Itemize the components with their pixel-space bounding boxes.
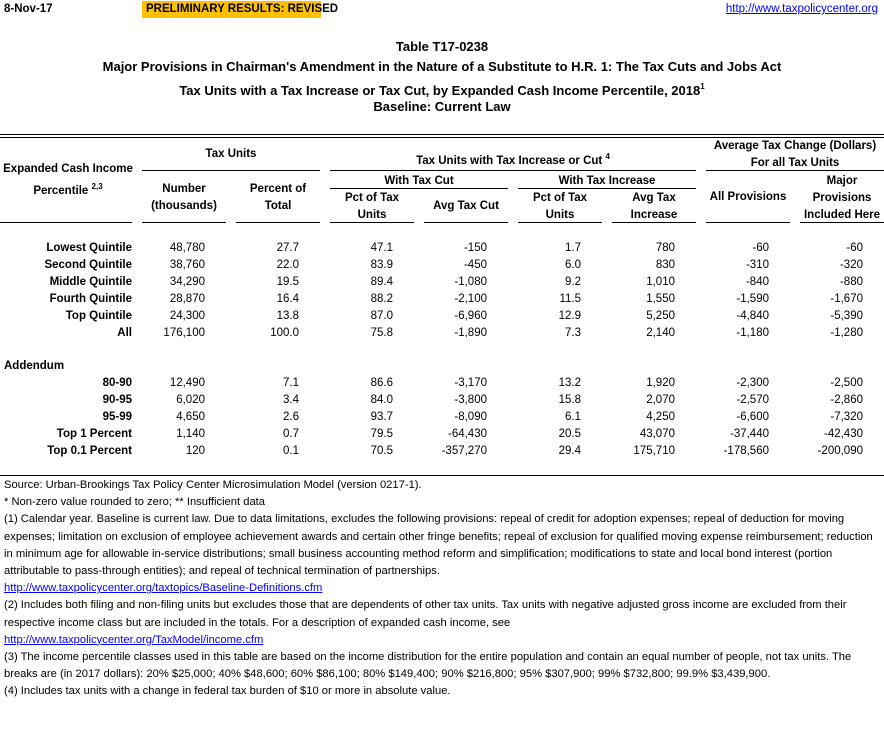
row-label: Top Quintile xyxy=(65,310,132,322)
cell-cut-pct: 79.5 xyxy=(370,428,393,440)
report-date: 8-Nov-17 xyxy=(4,3,53,15)
row-label: Top 1 Percent xyxy=(56,428,132,440)
row-label: Top 0.1 Percent xyxy=(47,445,132,457)
cell-major-provisions: -5,390 xyxy=(830,310,863,322)
cell-all-provisions: -178,560 xyxy=(723,445,769,457)
cell-cut-avg: -2,100 xyxy=(454,293,487,305)
header-avg-tax-change: Average Tax Change (Dollars) For all Tax Units xyxy=(713,140,877,169)
cell-number: 24,300 xyxy=(169,310,205,322)
cell-inc-avg: 175,710 xyxy=(633,445,675,457)
header-with-tax-increase: With Tax Increase xyxy=(558,175,656,187)
header-pct-total: Percent of Total xyxy=(249,183,307,212)
cell-cut-avg: -1,080 xyxy=(454,276,487,288)
cell-major-provisions: -2,500 xyxy=(830,377,863,389)
cell-pct-total: 3.4 xyxy=(283,394,299,406)
footnote-1: (1) Calendar year. Baseline is current law. Due to data limitations, excludes the following provisions: repeal of credit for adoption expenses; repeal of deduction for moving expenses; limitation on exclusion of employee achievement awards and certain other fringe benefits; repeal of exclusion for qualified moving expense reimbursement; reduction in minimum age for allowable in-service distributions; small business accounting method reform and simplification; modifications to state and local bond interest (portion attributable to pass-through entities); and repeal of technical termination of partnerships. xyxy=(4,513,873,578)
table-row xyxy=(0,308,884,325)
header-increase-or-cut: Tax Units with Tax Increase or Cut $^4$ xyxy=(416,152,610,167)
cell-pct-total: 0.1 xyxy=(283,445,299,457)
rule-table-bottom xyxy=(0,475,884,476)
cell-cut-pct: 84.0 xyxy=(370,394,393,406)
cell-cut-pct: 88.2 xyxy=(370,293,393,305)
cell-inc-pct: 11.5 xyxy=(559,293,581,305)
cell-inc-avg: 780 xyxy=(655,242,675,254)
cell-inc-avg: 2,140 xyxy=(646,327,675,339)
row-label: All xyxy=(117,327,132,339)
table-row xyxy=(0,257,884,274)
cell-number: 6,020 xyxy=(176,394,205,406)
cell-all-provisions: -840 xyxy=(745,276,769,288)
rule-under-all-prov xyxy=(706,222,790,223)
table-row xyxy=(0,392,884,409)
cell-number: 12,490 xyxy=(169,377,205,389)
cell-inc-pct: 6.1 xyxy=(565,411,581,423)
cell-number: 176,100 xyxy=(163,327,205,339)
cell-cut-pct: 93.7 xyxy=(370,411,393,423)
table-subtitle: Tax Units with a Tax Increase or Tax Cut, by Expanded Cash Income Percentile, 2018$^1$ xyxy=(179,82,705,98)
table-row xyxy=(0,274,884,291)
baseline-definitions-link[interactable]: http://www.taxpolicycenter.org/taxtopics/Baseline-Definitions.cfm xyxy=(4,582,323,595)
cell-number: 38,760 xyxy=(169,259,205,271)
cell-inc-pct: 20.5 xyxy=(558,428,581,440)
cell-pct-total: 27.7 xyxy=(276,242,299,254)
table-row xyxy=(0,240,884,257)
cell-pct-total: 100.0 xyxy=(270,327,299,339)
cell-inc-avg: 1,550 xyxy=(646,293,675,305)
cell-cut-avg: -6,960 xyxy=(454,310,487,322)
table-row xyxy=(0,409,884,426)
cell-inc-avg: 830 xyxy=(655,259,675,271)
income-definition-link[interactable]: http://www.taxpolicycenter.org/TaxModel/income.cfm xyxy=(4,633,264,646)
rule-under-pct-total xyxy=(236,222,320,223)
cell-pct-total: 0.7 xyxy=(283,428,299,440)
rule-increase-or-cut xyxy=(330,170,696,171)
row-label: 90-95 xyxy=(102,394,132,406)
cell-pct-total: 13.8 xyxy=(276,310,299,322)
table-row xyxy=(0,291,884,308)
header-percentile: Expanded Cash Income Percentile $^{2,3}$ xyxy=(3,163,133,197)
addendum-label: Addendum xyxy=(4,360,65,372)
row-label: Lowest Quintile xyxy=(46,242,132,254)
header-with-tax-cut: With Tax Cut xyxy=(384,175,454,187)
header-cut-pct-units: Pct of Tax Units xyxy=(344,192,400,221)
rule-under-cut-pct xyxy=(330,222,414,223)
rule-under-inc-pct xyxy=(518,222,602,223)
cell-major-provisions: -1,670 xyxy=(830,293,863,305)
footnote-ref: 1 xyxy=(700,82,705,91)
cell-all-provisions: -37,440 xyxy=(729,428,769,440)
header-tax-units: Tax Units xyxy=(205,148,257,160)
rule-tax-units xyxy=(142,170,320,171)
cell-cut-pct: 47.1 xyxy=(370,242,393,254)
baseline-label: Baseline: Current Law xyxy=(373,99,511,114)
cell-pct-total: 2.6 xyxy=(283,411,299,423)
cell-pct-total: 19.5 xyxy=(276,276,299,288)
row-label: 80-90 xyxy=(102,377,132,389)
row-label: Middle Quintile xyxy=(49,276,132,288)
site-link[interactable]: http://www.taxpolicycenter.org xyxy=(725,3,878,15)
table-row xyxy=(0,375,884,392)
cell-major-provisions: -880 xyxy=(839,276,863,288)
cell-all-provisions: -60 xyxy=(752,242,769,254)
rule-with-tax-increase xyxy=(518,188,696,189)
rule-under-percentile xyxy=(0,222,132,223)
rule-under-avg-cut xyxy=(424,222,508,223)
cell-pct-total: 16.4 xyxy=(276,293,299,305)
cell-inc-avg: 2,070 xyxy=(646,394,675,406)
cell-number: 1,140 xyxy=(176,428,205,440)
cell-inc-pct: 9.2 xyxy=(565,276,581,288)
cell-cut-pct: 89.4 xyxy=(370,276,393,288)
cell-cut-avg: -357,270 xyxy=(441,445,487,457)
footnote-3: (3) The income percentile classes used in this table are based on the income distribution for the entire population and contain an equal number of people, not tax units. The breaks are (in 2017 dollars): 20% $25,000; 40% $48,600; 60% $86,100; 80% $149,400; 90% $216,800; 95% $307,900; 99% $732,800; 99.9% $3,439,900. xyxy=(4,651,852,681)
cell-major-provisions: -320 xyxy=(839,259,863,271)
source-note: Source: Urban-Brookings Tax Policy Center Microsimulation Model (version 0217-1). xyxy=(4,479,422,491)
cell-all-provisions: -310 xyxy=(745,259,769,271)
table-row xyxy=(0,426,884,443)
cell-number: 4,650 xyxy=(176,411,205,423)
rule-avg-tax-change xyxy=(706,170,884,171)
cell-cut-pct: 87.0 xyxy=(370,310,393,322)
cell-number: 120 xyxy=(185,445,205,457)
cell-cut-pct: 70.5 xyxy=(370,445,393,457)
table-id: Table T17-0238 xyxy=(395,39,489,54)
cell-pct-total: 22.0 xyxy=(276,259,299,271)
cell-inc-pct: 1.7 xyxy=(565,242,581,254)
cell-cut-avg: -3,170 xyxy=(454,377,487,389)
cell-all-provisions: -4,840 xyxy=(736,310,769,322)
cell-major-provisions: -42,430 xyxy=(823,428,863,440)
cell-inc-avg: 1,920 xyxy=(646,377,675,389)
header-major-provisions: Major Provisions Included Here xyxy=(803,175,881,221)
cell-cut-avg: -450 xyxy=(463,259,487,271)
footnote-2: (2) Includes both filing and non-filing units but excludes those that are dependents of other tax units. Tax units with negative adjusted gross income are excluded from their respective income class but are included in the totals. For a description of expanded cash income, see xyxy=(4,599,847,629)
cell-cut-pct: 75.8 xyxy=(370,327,393,339)
header-avg-tax-cut: Avg Tax Cut xyxy=(433,200,499,212)
table-row xyxy=(0,443,884,460)
rule-with-tax-cut xyxy=(330,188,508,189)
cell-cut-pct: 83.9 xyxy=(370,259,393,271)
top-bar xyxy=(0,0,884,20)
cell-inc-avg: 1,010 xyxy=(646,276,675,288)
cell-inc-pct: 12.9 xyxy=(558,310,581,322)
cell-all-provisions: -2,570 xyxy=(736,394,769,406)
cell-cut-avg: -1,890 xyxy=(454,327,487,339)
cell-cut-avg: -150 xyxy=(463,242,487,254)
cell-pct-total: 7.1 xyxy=(283,377,299,389)
cell-inc-avg: 43,070 xyxy=(639,428,675,440)
row-label: Fourth Quintile xyxy=(49,293,132,305)
cell-inc-pct: 29.4 xyxy=(558,445,581,457)
rule-under-avg-inc xyxy=(612,222,696,223)
cell-inc-pct: 13.2 xyxy=(558,377,581,389)
cell-number: 28,870 xyxy=(169,293,205,305)
cell-number: 34,290 xyxy=(169,276,205,288)
cell-major-provisions: -200,090 xyxy=(817,445,863,457)
cell-inc-avg: 5,250 xyxy=(646,310,675,322)
cell-inc-pct: 15.8 xyxy=(558,394,581,406)
legend-note: * Non-zero value rounded to zero; ** Insufficient data xyxy=(4,496,265,509)
cell-cut-avg: -8,090 xyxy=(454,411,487,423)
cell-inc-pct: 6.0 xyxy=(565,259,581,271)
cell-cut-pct: 86.6 xyxy=(370,377,393,389)
rule-under-number xyxy=(142,222,226,223)
header-avg-tax-increase: Avg Tax Increase xyxy=(630,192,678,221)
header-all-provisions: All Provisions xyxy=(709,191,787,203)
cell-all-provisions: -6,600 xyxy=(736,411,769,423)
cell-cut-avg: -64,430 xyxy=(447,428,487,440)
cell-cut-avg: -3,800 xyxy=(454,394,487,406)
header-inc-pct-units: Pct of Tax Units xyxy=(532,192,588,221)
cell-all-provisions: -1,180 xyxy=(736,327,769,339)
cell-inc-avg: 4,250 xyxy=(646,411,675,423)
header-number: Number (thousands) xyxy=(151,183,217,212)
table-row xyxy=(0,325,884,342)
addendum-row xyxy=(0,358,884,375)
cell-major-provisions: -1,280 xyxy=(830,327,863,339)
status-badge: PRELIMINARY RESULTS: REVISED xyxy=(142,1,321,18)
cell-number: 48,780 xyxy=(169,242,205,254)
cell-all-provisions: -1,590 xyxy=(736,293,769,305)
rule-under-major-prov xyxy=(800,222,884,223)
table-titles xyxy=(0,37,884,117)
row-label: 95-99 xyxy=(102,411,132,423)
row-label: Second Quintile xyxy=(44,259,132,271)
footnote-4: (4) Includes tax units with a change in federal tax burden of $10 or more in absolute value. xyxy=(4,685,451,698)
double-rule-top xyxy=(0,134,884,135)
footnotes xyxy=(4,477,880,701)
cell-major-provisions: -2,860 xyxy=(830,394,863,406)
cell-major-provisions: -7,320 xyxy=(830,411,863,423)
table-title: Major Provisions in Chairman's Amendment in the Nature of a Substitute to H.R. 1: The Tax Cuts and Jobs Act xyxy=(102,59,782,74)
cell-all-provisions: -2,300 xyxy=(736,377,769,389)
cell-inc-pct: 7.3 xyxy=(565,327,581,339)
cell-major-provisions: -60 xyxy=(846,242,863,254)
